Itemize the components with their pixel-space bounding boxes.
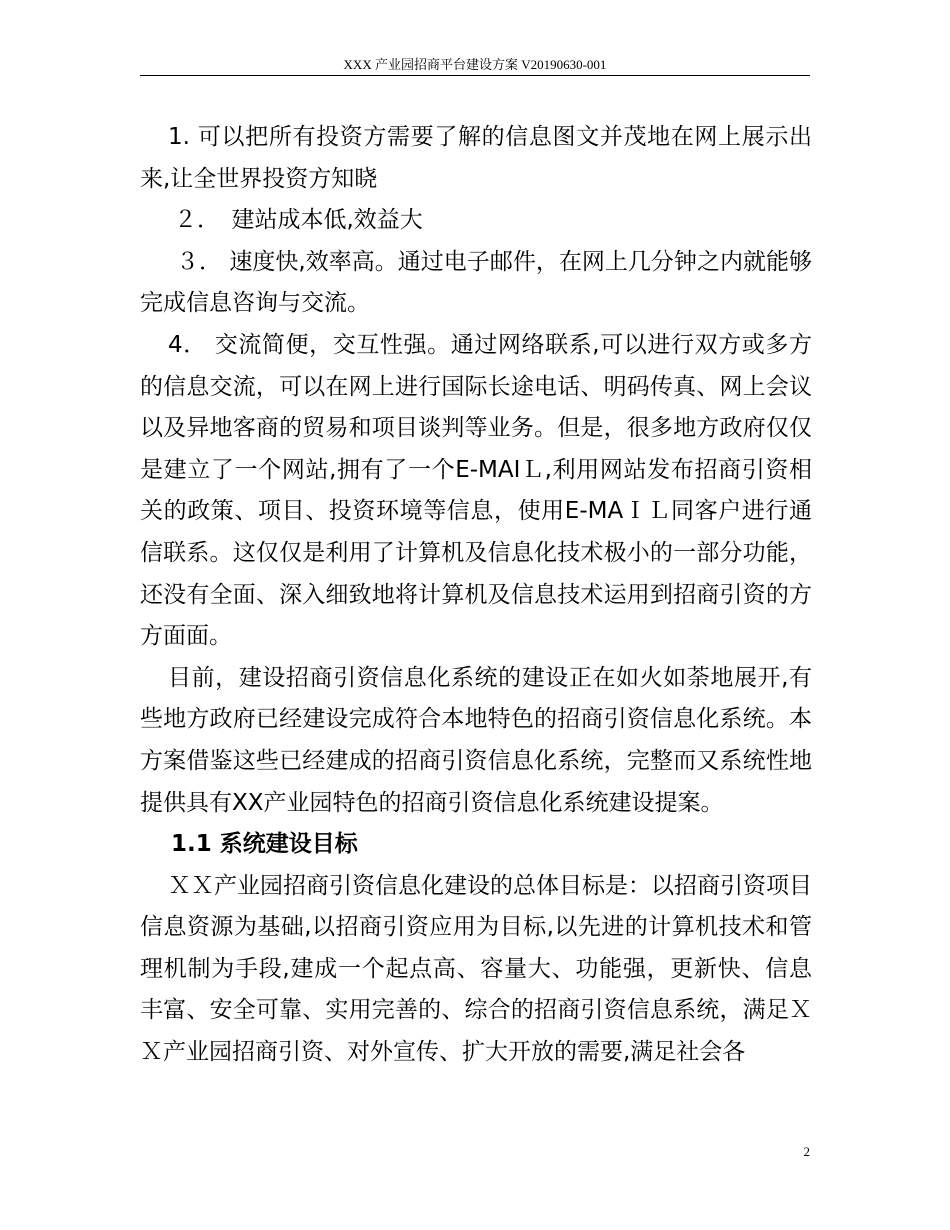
page-header: XXX 产业园招商平台建设方案 V20190630-001 <box>343 57 607 72</box>
header-divider <box>140 75 810 76</box>
paragraph-current-status: 目前，建设招商引资信息化系统的建设正在如火如荼地展开,有些地方政府已经建设完成符合本地特色的招商引资信息化系统。本方案借鉴这些已经建成的招商引资信息化系统，完整而又系统性地提供具有XX产业园特色的招商引资信息化系统建设提案。 <box>140 664 812 816</box>
page-number: 2 <box>803 1144 810 1159</box>
paragraph-list-item-3: ３． 速度快,效率高。通过电子邮件，在网上几分钟之内就能够完成信息咨询与交流。 <box>140 248 812 317</box>
section-heading: 1.1 系统建设目标 <box>171 831 358 858</box>
paragraph-overall-goal: ＸＸ产业园招商引资信息化建设的总体目标是：以招商引资项目信息资源为基础,以招商引资应用为目标,以先进的计算机技术和管理机制为手段,建成一个起点高、容量大、功能强，更新快、信息丰富、安全可靠、实用完善的、综合的招商引资信息系统，满足ＸＸ产业园招商引资、对外宣传、扩大开放的需要,满足社会各 <box>140 872 812 1066</box>
paragraph-list-item-2: ２． 建站成本低,效益大 <box>174 207 423 234</box>
paragraph-list-item-4: 4． 交流简便，交互性强。通过网络联系,可以进行双方或多方的信息交流，可以在网上进行国际长途电话、明码传真、网上会议以及异地客商的贸易和项目谈判等业务。但是，很多地方政府仅仅是建立了一个网站,拥有了一个E-MAIＬ,利用网站发布招商引资相关的政策、项目、投资环境等信息，使用E-MAＩＬ同客户进行通信联系。这仅仅是利用了计算机及信息化技术极小的一部分功能，还没有全面、深入细致地将计算机及信息技术运用到招商引资的方方面面。 <box>140 331 812 650</box>
document-body <box>140 117 812 1074</box>
paragraph-list-item-1: 1. 可以把所有投资方需要了解的信息图文并茂地在网上展示出来,让全世界投资方知晓 <box>140 124 812 192</box>
